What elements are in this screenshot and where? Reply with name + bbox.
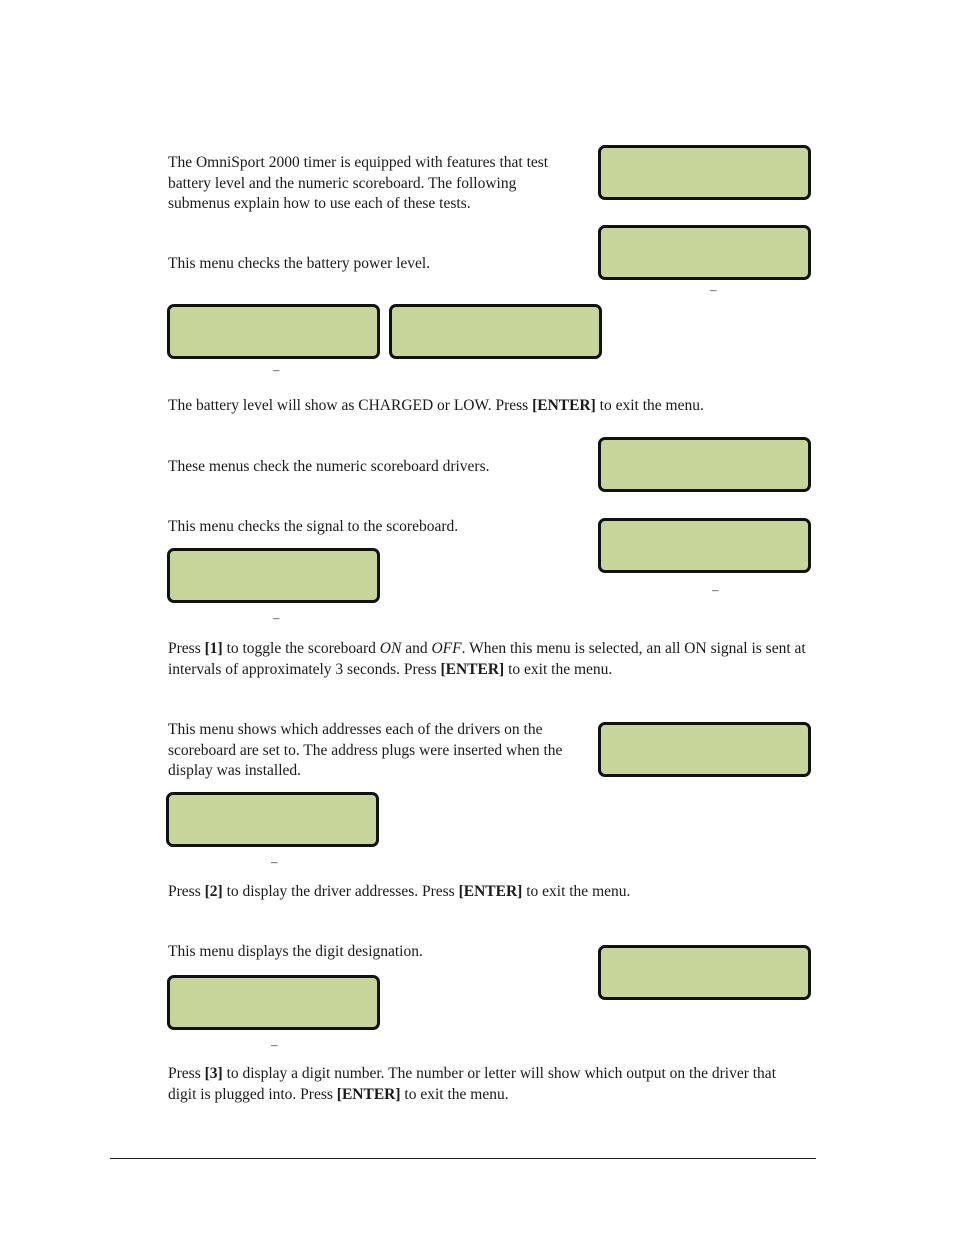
enter-key-label: [ENTER] bbox=[458, 883, 523, 900]
lcd-showing-address bbox=[166, 792, 379, 847]
intro-paragraph: The OmniSport 2000 timer is equipped with features that test battery level and the numeric scoreboard. The following submenus explain how to use each of these tests. bbox=[168, 154, 549, 212]
lcd-line-1 bbox=[609, 490, 800, 492]
lcd-line-1 bbox=[177, 845, 368, 847]
lcd-display-all-on bbox=[167, 548, 380, 603]
lcd-menu-test-scoreboard bbox=[598, 437, 811, 492]
text: to display a digit number. The number or letter will show which output on the driver that digit is plugged into. Press bbox=[168, 1065, 776, 1103]
dash-mark: – bbox=[273, 362, 280, 377]
on-label: ON bbox=[379, 640, 402, 657]
text: Press bbox=[168, 640, 205, 657]
dash-mark: – bbox=[271, 854, 278, 869]
lcd-line-1 bbox=[178, 357, 369, 359]
lcd-sb-driver-address bbox=[598, 722, 811, 777]
text: Press bbox=[168, 1065, 205, 1082]
lcd-line-1 bbox=[609, 571, 800, 573]
text: to exit the menu. bbox=[522, 883, 631, 900]
lcd-showing-digit bbox=[167, 975, 380, 1030]
address-description: This menu shows which addresses each of the drivers on the scoreboard are set to. The address plugs were inserted when the display was installed. bbox=[168, 721, 563, 779]
enter-key-label: [ENTER] bbox=[532, 397, 596, 414]
footer-rule bbox=[110, 1158, 816, 1159]
battery-result-paragraph bbox=[168, 396, 808, 417]
key-1-label: [1] bbox=[204, 640, 223, 657]
key-2-label: [2] bbox=[204, 883, 223, 900]
lcd-battery-charged bbox=[167, 304, 380, 359]
lcd-menu-main bbox=[598, 145, 811, 200]
text: to toggle the scoreboard bbox=[222, 640, 380, 657]
lcd-menu-test-battery bbox=[598, 225, 811, 280]
lcd-line-1 bbox=[400, 357, 591, 359]
digit-paragraph bbox=[168, 1064, 808, 1105]
text: to display the driver addresses. Press bbox=[222, 883, 459, 900]
text: The battery level will show as CHARGED or LOW. Press bbox=[168, 397, 533, 414]
lcd-sb-cycle bbox=[598, 518, 811, 573]
dash-mark: – bbox=[710, 282, 717, 297]
lcd-battery-low bbox=[389, 304, 602, 359]
text: to exit the menu. bbox=[400, 1085, 509, 1103]
battery-description: This menu checks the battery power level. bbox=[168, 255, 431, 272]
dash-mark: – bbox=[271, 1037, 278, 1052]
key-3-label: [3] bbox=[204, 1065, 223, 1082]
digit-description: This menu displays the digit designation. bbox=[168, 943, 423, 960]
enter-key-label: [ENTER] bbox=[440, 660, 505, 678]
signal-description: This menu checks the signal to the scoreboard. bbox=[168, 518, 459, 535]
scoreboard-description: These menus check the numeric scoreboard drivers. bbox=[168, 458, 490, 475]
lcd-line-1 bbox=[609, 998, 800, 1000]
address-paragraph bbox=[168, 882, 808, 903]
lcd-sb-digit-number bbox=[598, 945, 811, 1000]
lcd-line-1 bbox=[609, 278, 800, 280]
text: to exit the menu. bbox=[504, 660, 613, 678]
dash-mark: – bbox=[273, 610, 280, 625]
lcd-line-1 bbox=[609, 775, 800, 777]
enter-key-label: [ENTER] bbox=[336, 1085, 401, 1103]
text: . When this menu is selected, an all ON signal is sent at intervals of approximately 3 seconds. Press bbox=[168, 640, 806, 678]
text: Press bbox=[168, 883, 205, 900]
lcd-line-1 bbox=[178, 1028, 369, 1030]
off-label: OFF bbox=[431, 640, 462, 657]
text: and bbox=[401, 640, 432, 657]
cycle-paragraph bbox=[168, 639, 808, 680]
dash-mark: – bbox=[712, 582, 719, 597]
lcd-line-1 bbox=[609, 198, 800, 200]
text: to exit the menu. bbox=[595, 397, 704, 414]
lcd-line-1 bbox=[178, 601, 369, 603]
